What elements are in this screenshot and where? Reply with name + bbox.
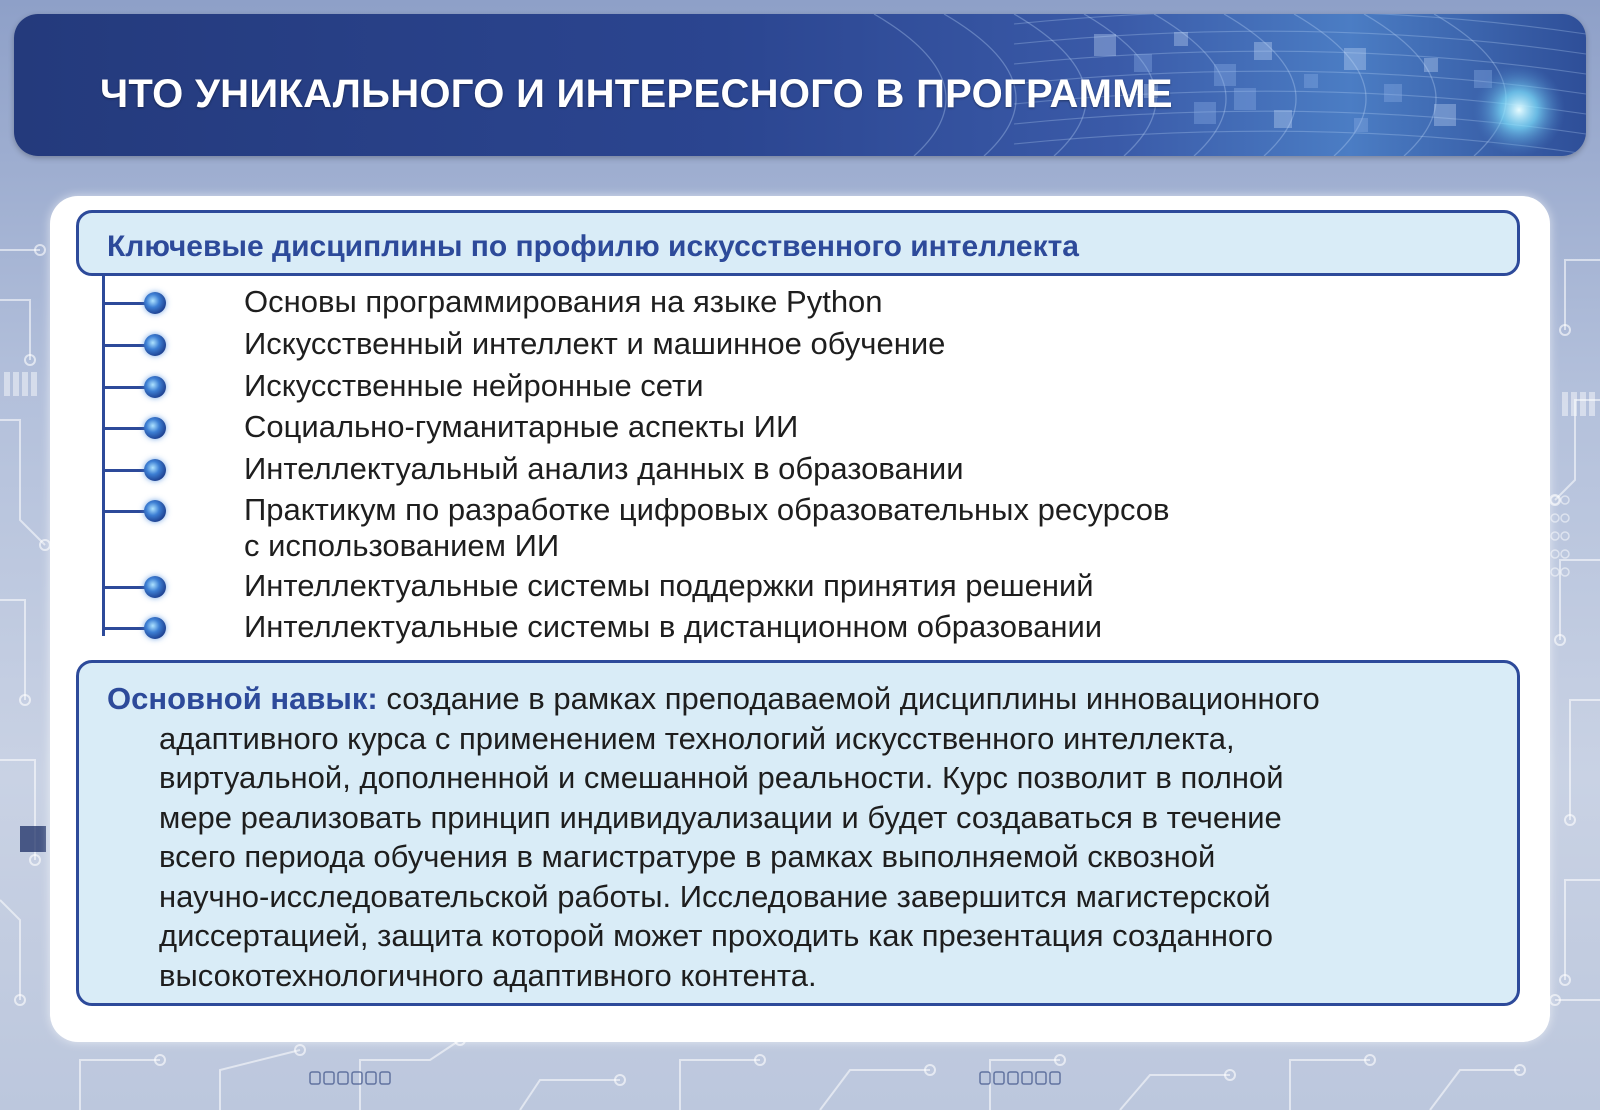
skill-text-line [107, 956, 1497, 996]
skill-line-text: научно-исследовательской работы. Исследование завершится магистерской [159, 878, 1271, 914]
discipline-label-line: Социально-гуманитарные аспекты ИИ [244, 409, 799, 444]
discipline-label [244, 409, 798, 445]
discipline-label-line: Интеллектуальный анализ данных в образовании [244, 451, 964, 486]
bullet-orb-icon [144, 617, 166, 639]
discipline-label [244, 492, 1170, 564]
skill-line-text: диссертацией, защита которой может проходить как презентация созданного [159, 918, 1274, 953]
tree-connector-line [102, 276, 105, 636]
skill-label: Основной навык: [107, 681, 378, 716]
skill-line-text: мере реализовать принцип индивидуализации и будет создаваться в течение [159, 799, 1282, 835]
skill-text-line [107, 679, 1497, 719]
disciplines-header [76, 210, 1520, 276]
bullet-orb-icon [144, 292, 166, 314]
bullet-orb-icon [144, 576, 166, 598]
skill-line-text: всего периода обучения в магистратуре в рамках выполняемой сквозной [159, 839, 1216, 874]
skill-text-line [107, 798, 1497, 838]
bullet-orb-icon [144, 376, 166, 398]
discipline-label [244, 451, 964, 487]
discipline-label [244, 284, 883, 320]
disciplines-title: Ключевые дисциплины по профилю искусственного интеллекта [107, 230, 1079, 263]
discipline-label-line: Интеллектуальные системы в дистанционном образовании [244, 609, 1103, 644]
bullet-orb-icon [144, 417, 166, 439]
skill-line-text: виртуальной, дополненной и смешанной реальности. Курс позволит в полной [159, 760, 1284, 795]
discipline-label [244, 568, 1094, 604]
discipline-label [244, 326, 945, 362]
skill-text-line [107, 719, 1497, 759]
skill-text-line [107, 758, 1497, 798]
main-skill-text [107, 679, 1497, 995]
discipline-label-line: Искусственные нейронные сети [244, 368, 704, 403]
discipline-label-line: Интеллектуальные системы поддержки принятия решений [244, 568, 1094, 603]
discipline-label-line: Практикум по разработке цифровых образовательных ресурсов [244, 492, 1170, 527]
skill-text-line [107, 837, 1497, 877]
header-banner [14, 14, 1586, 156]
bullet-orb-icon [144, 334, 166, 356]
discipline-label-line: Искусственный интеллект и машинное обучение [244, 326, 946, 361]
skill-line-text: высокотехнологичного адаптивного контента. [159, 957, 817, 993]
discipline-label-line: Основы программирования на языке Python [244, 284, 883, 319]
page-title: ЧТО УНИКАЛЬНОГО И ИНТЕРЕСНОГО В ПРОГРАММЕ [100, 72, 1173, 116]
skill-line-text: адаптивного курса с применением технологий искусственного интеллекта, [159, 720, 1235, 756]
discipline-label [244, 368, 704, 404]
bullet-orb-icon [144, 500, 166, 522]
main-skill-box [76, 660, 1520, 1006]
skill-line-text: создание в рамках преподаваемой дисциплины инновационного [377, 681, 1320, 716]
content-card [50, 196, 1550, 1042]
discipline-label-line: с использованием ИИ [244, 528, 560, 563]
skill-text-line [107, 916, 1497, 956]
discipline-label [244, 609, 1102, 645]
skill-text-line [107, 877, 1497, 917]
bullet-orb-icon [144, 459, 166, 481]
